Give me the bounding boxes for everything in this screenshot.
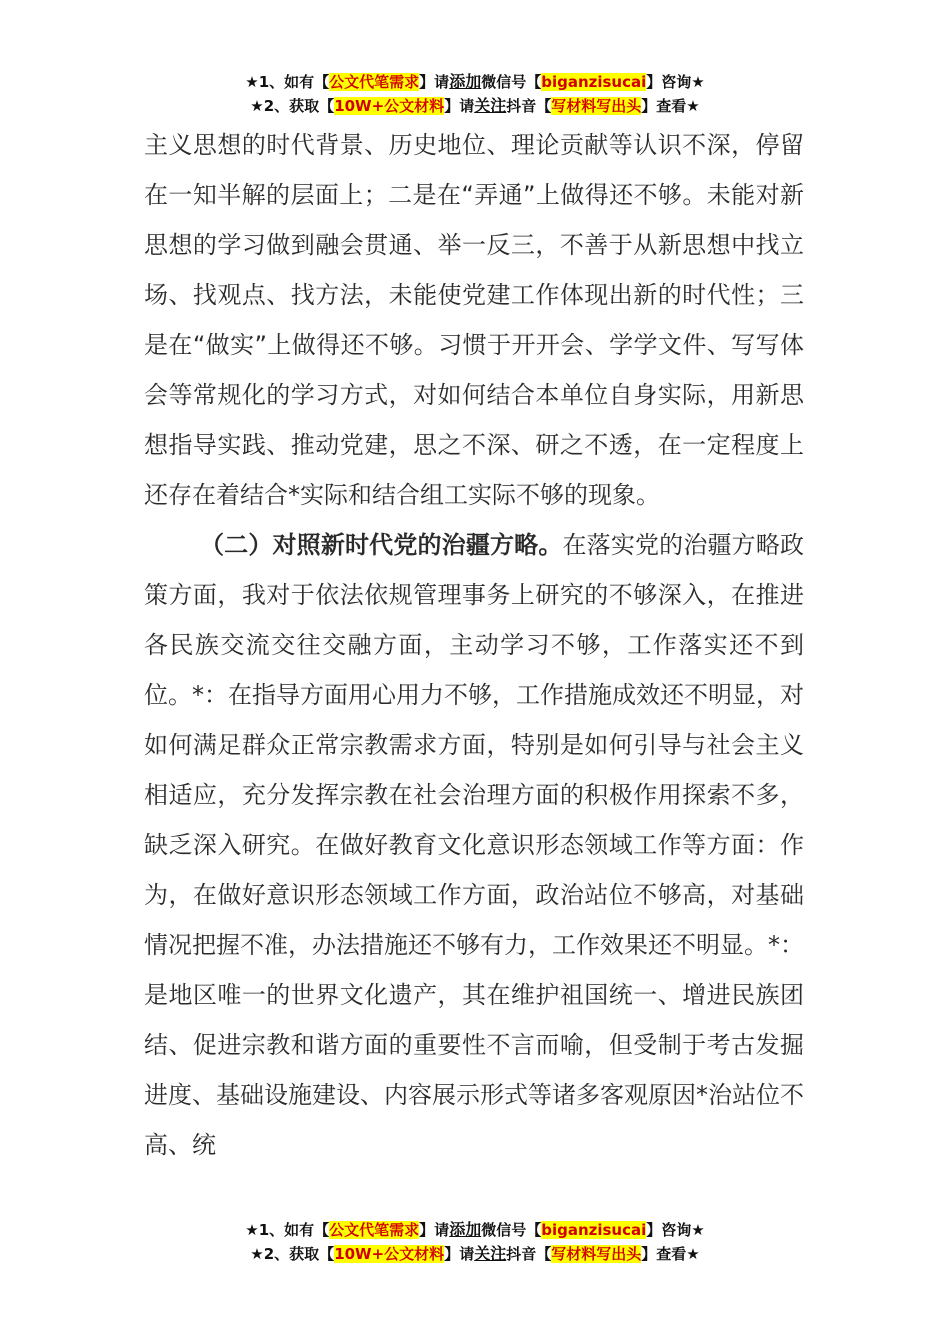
footer-line-2: [0, 1242, 950, 1266]
banner-text: 微信号【: [481, 1221, 542, 1239]
banner-text: 】请: [419, 73, 450, 91]
banner-highlight: 10W+公文材料: [334, 1245, 445, 1263]
banner-text: ★2、获取【: [250, 1245, 335, 1263]
section-heading: （二）对照新时代党的治疆方略。: [200, 531, 563, 559]
footer-banner: [0, 1218, 950, 1266]
paragraph-2: [144, 520, 804, 1170]
banner-underlined: 关注: [474, 96, 507, 115]
banner-text: ★1、如有【: [245, 73, 330, 91]
banner-highlight: 写材料写出头: [551, 1245, 642, 1263]
footer-line-1: [0, 1218, 950, 1242]
banner-text: 】查看★: [641, 97, 700, 115]
banner-text: 】查看★: [641, 1245, 700, 1263]
banner-highlight: 10W+公文材料: [334, 97, 445, 115]
paragraph-2-text: 在落实党的治疆方略政策方面，我对于依法依规管理事务上研究的不够深入，在推进各民族交流交往交融方面，主动学习不够，工作落实还不到位。*：在指导方面用心用力不够，工作措施成效还不明显，对如何满足群众正常宗教需求方面，特别是如何引导与社会主义相适应，充分发挥宗教在社会治理方面的积极作用探索不多，缺乏深入研究。在做好教育文化意识形态领域工作等方面：作为，在做好意识形态领域工作方面，政治站位不够高，对基础情况把握不准，办法措施还不够有力，工作效果还不明显。*：是地区唯一的世界文化遗产，其在维护祖国统一、增进民族团结、促进宗教和谐方面的重要性不言而喻，但受制于考古发掘进度、基础设施建设、内容展示形式等诸多客观原因*治站位不高、统: [144, 531, 804, 1159]
banner-highlight: 公文代笔需求: [329, 1221, 420, 1239]
banner-text: 抖音【: [506, 97, 552, 115]
banner-text: 】请: [444, 97, 475, 115]
banner-underlined: 添加: [449, 1220, 482, 1239]
paragraph-1: 主义思想的时代背景、历史地位、理论贡献等认识不深，停留在一知半解的层面上；二是在“弄通”上做得还不够。未能对新思想的学习做到融会贯通、举一反三，不善于从新思想中找立场、找观点、找方法，未能使党建工作体现出新的时代性；三是在“做实”上做得还不够。习惯于开开会、学学文件、写写体会等常规化的学习方式，对如何结合本单位自身实际，用新思想指导实践、推动党建，思之不深、研之不透，在一定程度上还存在着结合*实际和结合组工实际不够的现象。: [144, 131, 804, 509]
banner-highlight: biganzisucai: [541, 1221, 647, 1239]
header-line-2: [0, 94, 950, 118]
header-banner: [0, 70, 950, 118]
banner-underlined: 添加: [449, 72, 482, 91]
banner-text: 】请: [444, 1245, 475, 1263]
banner-text: 】咨询★: [646, 73, 705, 91]
banner-text: ★1、如有【: [245, 1221, 330, 1239]
document-body: [144, 120, 804, 1170]
banner-highlight: biganzisucai: [541, 73, 647, 91]
banner-underlined: 关注: [474, 1244, 507, 1263]
banner-text: 微信号【: [481, 73, 542, 91]
header-line-1: [0, 70, 950, 94]
banner-text: 抖音【: [506, 1245, 552, 1263]
banner-highlight: 公文代笔需求: [329, 73, 420, 91]
banner-highlight: 写材料写出头: [551, 97, 642, 115]
banner-text: 】咨询★: [646, 1221, 705, 1239]
banner-text: ★2、获取【: [250, 97, 335, 115]
banner-text: 】请: [419, 1221, 450, 1239]
